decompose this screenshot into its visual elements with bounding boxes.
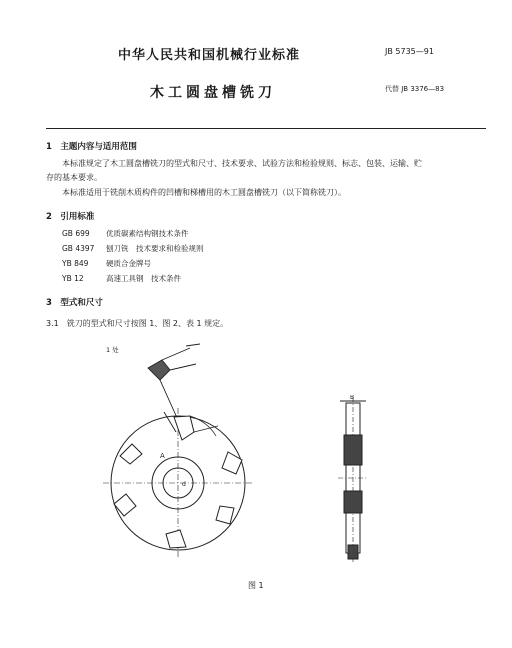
diameter-label: d [182,481,186,488]
section-3-title: 3 型式和尺寸 [46,298,103,308]
section-1-title: 1 主题内容与适用范围 [46,142,137,152]
cutter-front-view [90,340,290,580]
reference-code: GB 4397 [62,244,95,253]
reference-title: 优质碳素结构钢技术条件 [106,229,189,238]
header-rule [46,128,486,129]
section-2-title: 2 引用标准 [46,212,95,222]
document-title: 木工圆盘槽铣刀 [150,85,276,101]
replaces-note: 代替 JB 3376—83 [385,85,445,93]
cutter-side-view [330,395,380,575]
tooth-detail-drawing [148,344,200,432]
reference-item [62,243,204,254]
standard-number: JB 5735—91 [385,47,434,56]
reference-item [62,258,151,269]
reference-code: YB 12 [62,274,84,283]
reference-item [62,273,181,284]
figure-caption: 图 1 [248,581,264,590]
section-1-paragraph-1-line-1: 本标准规定了木工圆盘槽铣刀的型式和尺寸、技术要求、试验方法和检验规则、标志、包装、运输、贮 [62,159,422,168]
section-1-paragraph-2: 本标准适用于铣削木质构件的凹槽和梯槽用的木工圆盘槽铣刀（以下简称铣刀）。 [62,188,346,197]
section-label-a: A [160,452,165,460]
standard-title: 中华人民共和国机械行业标准 [118,48,301,63]
reference-title: 刨刀铣 技术要求和检验规则 [106,244,204,253]
reference-code: YB 849 [62,259,89,268]
reference-code: GB 699 [62,229,90,238]
section-1-paragraph-1-line-2: 存的基本要求。 [46,173,102,182]
reference-title: 硬质合金牌号 [106,259,151,268]
reference-item [62,228,189,239]
width-label: B [350,395,355,401]
section-3-1-text: 3.1 铣刀的型式和尺寸按图 1、图 2、表 1 规定。 [46,319,229,328]
detail-reference-label: 1 处 [106,346,119,354]
reference-title: 高速工具钢 技术条件 [106,274,181,283]
